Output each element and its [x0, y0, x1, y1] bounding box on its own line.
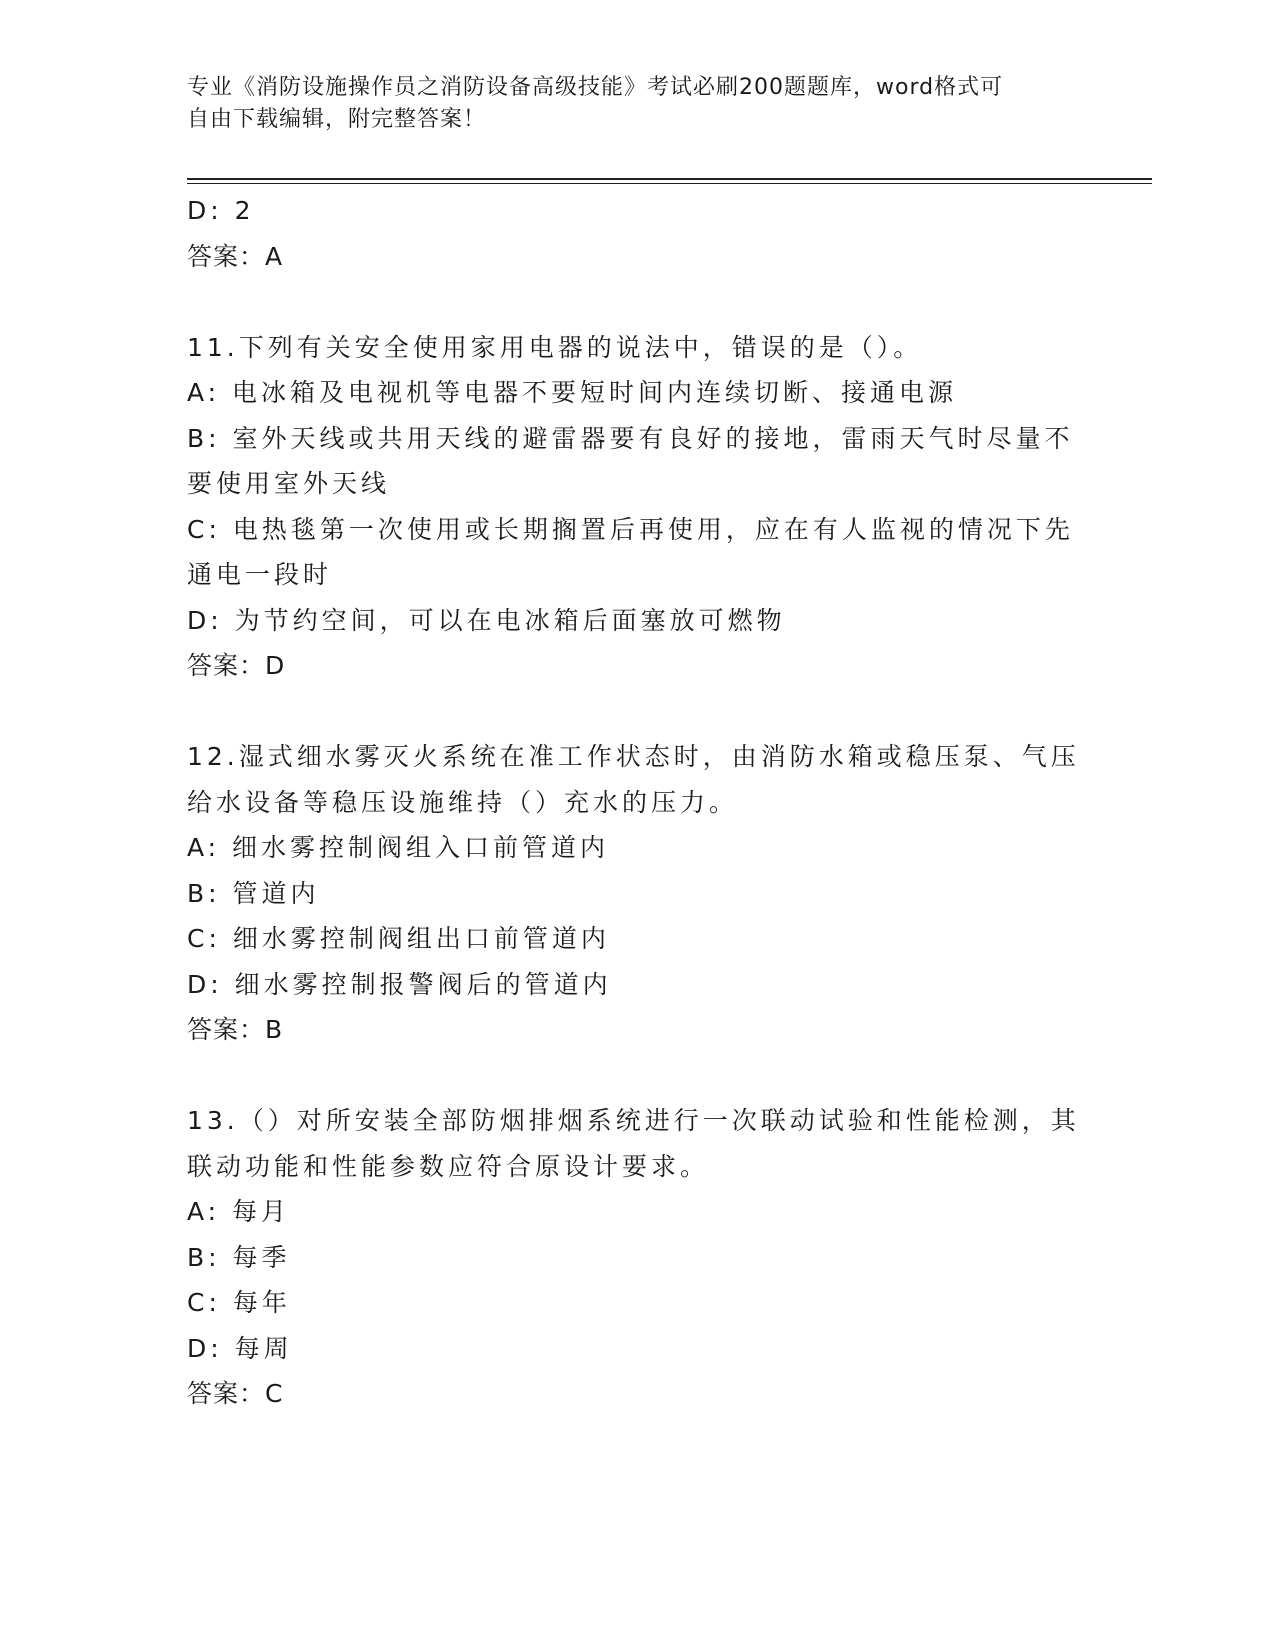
question-stem: 13.（）对所安装全部防烟排烟系统进行一次联动试验和性能检测，其	[187, 1106, 1080, 1135]
option-d: D: 为节约空间，可以在电冰箱后面塞放可燃物	[187, 605, 786, 635]
option-d: D: 细水雾控制报警阀后的管道内	[187, 969, 612, 999]
header-line-2: 自由下载编辑，附完整答案！	[187, 107, 487, 132]
option-a: A: 电冰箱及电视机等电器不要短时间内连续切断、接通电源	[187, 378, 958, 407]
question-stem-continuation: 联动功能和性能参数应符合原设计要求。	[187, 1151, 710, 1181]
page-header	[187, 72, 1067, 136]
header-divider-thick	[187, 178, 1152, 180]
option-c: C: 细水雾控制阀组出口前管道内	[187, 924, 610, 953]
option-d: D: 每周	[187, 1333, 293, 1363]
answer-line: 答案：A	[187, 241, 284, 271]
answer-line: 答案：C	[187, 1379, 284, 1408]
option-a: A: 细水雾控制阀组入口前管道内	[187, 833, 610, 862]
question-list	[187, 188, 1087, 1417]
question-12	[187, 734, 1087, 1053]
question-13	[187, 1098, 1087, 1417]
answer-line: 答案：D	[187, 651, 286, 680]
question-stem: 11.下列有关安全使用家用电器的说法中，错误的是（）。	[187, 332, 923, 362]
question-11	[187, 325, 1087, 689]
option-b: B: 每季	[187, 1242, 291, 1272]
option-a: A: 每月	[187, 1197, 291, 1226]
option-c: C: 电热毯第一次使用或长期搁置后再使用，应在有人监视的情况下先	[187, 514, 1074, 544]
header-line-1: 专业《消防设施操作员之消防设备高级技能》考试必刷200题题库，word格式可	[187, 75, 1004, 100]
spacer	[187, 1053, 1087, 1099]
spacer	[187, 689, 1087, 735]
answer-line: 答案：B	[187, 1015, 284, 1044]
option-c: C: 每年	[187, 1288, 291, 1317]
option-b-continuation: 要使用室外天线	[187, 469, 391, 498]
option-b: B: 室外天线或共用天线的避雷器要有良好的接地，雷雨天气时尽量不	[187, 423, 1074, 453]
header-divider-thin	[187, 183, 1152, 184]
question-stem-continuation: 给水设备等稳压设施维持（）充水的压力。	[187, 787, 739, 817]
question-stem: 12.湿式细水雾灭火系统在准工作状态时，由消防水箱或稳压泵、气压	[187, 742, 1080, 771]
spacer	[187, 279, 1087, 325]
option-d: D: 2	[187, 196, 255, 225]
option-c-continuation: 通电一段时	[187, 560, 333, 589]
option-b: B: 管道内	[187, 878, 320, 908]
